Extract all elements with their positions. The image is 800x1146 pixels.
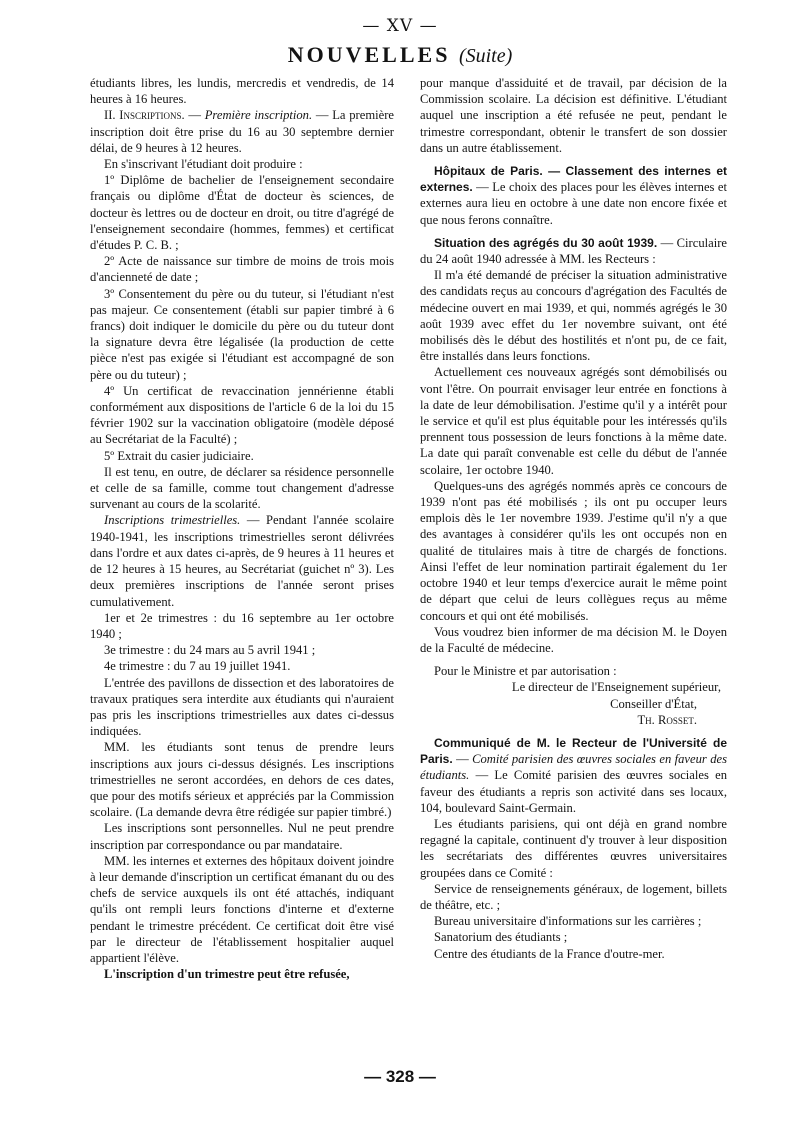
paragraph: Actuellement ces nouveaux agrégés sont démobilisés ou vont l'être. On pourrait envisager leur entrée en fonctions à la date de leur démobilisation. J'estime qu'il y a intérêt pour le service et qu'il est plus équitable pour les intéressés qu'ils prennent tous possession de leurs fonctions à la même date. La date qui paraît convenable est celle du début de l'année scolaire, 1er octobre 1940. [420,365,727,477]
dash: — [452,752,473,767]
list-item: 5º Extrait du casier judiciaire. [104,448,254,463]
paragraph-agreges [420,235,727,267]
paragraph: Vous voudrez bien informer de ma décision M. le Doyen de la Faculté de médecine. [420,624,727,655]
paragraph: Les inscriptions sont personnelles. Nul ne peut prendre inscription par correspondance ou par mandataire. [90,821,394,852]
dash: — [184,108,205,123]
paragraph: étudiants libres, les lundis, mercredis et vendredis, de 14 heures à 16 heures. [90,76,394,107]
paragraph: Il m'a été demandé de préciser la situation administrative des candidats reçus au concours d'agrégation des Facultés de médecine ouvert en mai 1939, et qui, nommés agrégés le 30 août 1939 avec effet du 1er novembre suivant, ont été mobilisés dès le début des hostilités et n'ont pu, de ce fait, être installés dans leurs fonctions. [420,268,727,364]
signature-line: Le directeur de l'Enseignement supérieur, [511,680,721,695]
paragraph-text: — Le Comité parisien des œuvres sociales en faveur des étudiants a repris son activité dans ses locaux, 104, boulevard Saint-Germain. [420,768,727,815]
paragraph: MM. les étudiants sont tenus de prendre leurs inscriptions aux jours ci-dessus désignés. Les inscriptions trimestrielles ne seront accordées, en dehors de ces dates, que pour des motifs sérieux et appréciés par la Commission scolaire. (La demande devra être rédigée sur papier timbré.) [90,740,394,820]
subheading: Inscriptions trimestrielles. [104,513,241,528]
paragraph-text: — Pendant l'année scolaire 1940-1941, les inscriptions trimestrielles seront délivrées dans l'ordre et aux dates ci-après, de 9 heures à 11 heures et de 12 heures à 15 heures, au Secrétariat (guichet nº 3). Les deux premières inscriptions de l'année seront prises cumulativement. [90,513,394,609]
list-item: Service de renseignements généraux, de logement, billets de théâtre, etc. ; [420,881,727,912]
page-title [0,42,800,68]
paragraph: En s'inscrivant l'étudiant doit produire : [104,157,303,172]
subheading: Comité parisien des œuvres sociales en faveur des étudiants. [420,752,727,783]
schedule-item: 1er et 2e trimestres : du 16 septembre au 1er octobre 1940 ; [90,610,394,641]
paragraph: Il est tenu, en outre, de déclarer sa résidence personnelle et celle de sa famille, comme tout changement d'adresse survenant au cours de la scolarité. [90,464,394,512]
list-item: 4º Un certificat de revaccination jennérienne établi conformément aux dispositions de l'article 6 de la loi du 15 février 1902 sur la vaccination obligatoire (modèle déposé au Secrétariat de la Faculté) ; [90,383,394,447]
paragraph-text: — Le choix des places pour les élèves internes et externes aura lieu en octobre à une date non encore fixée et que nous ferons connaître. [420,180,727,227]
section-heading: Situation des agrégés du 30 août 1939. [434,235,658,250]
schedule-item: 4e trimestre : du 7 au 19 juillet 1941. [104,659,291,674]
signature-name: Th. Rosset. [637,712,697,727]
list-item: Centre des étudiants de la France d'outre-mer. [434,946,665,961]
signature-line: Conseiller d'État, [610,696,697,711]
list-item: Bureau universitaire d'informations sur les carrières ; [434,914,702,929]
paragraph-text: — Circulaire du 24 août 1940 adressée à MM. les Recteurs : [420,235,727,267]
paragraph: Les étudiants parisiens, qui ont déjà en grand nombre regagné la capitale, continuent d'y trouver à leur disposition les secrétariats des différentes œuvres universitaires groupées dans ce Comité : [420,816,727,880]
paragraph: L'inscription d'un trimestre peut être refusée, [104,967,350,982]
subheading: Première inscription. [204,108,313,123]
paragraph: Quelques-uns des agrégés nommés après ce concours de 1939 n'ont pas été mobilisés ; ils ont pu occuper leurs emplois dès le 1er novembre 1939. J'estime qu'il n'y a que des avantages à considérer qu'ils les ont occupés non en qualité de titulaires mais à titre de chargés de fonctions. Ainsi l'effet de leur nomination partirait également du 1er octobre 1940 et leur temps d'exercice aurait le même point de départ que celui de leurs collègues reçus au même concours et qui ont été mobilisés. [420,478,727,623]
section-heading: Communiqué de M. le Recteur de l'Université de Paris. [420,735,727,767]
paragraph-trimestrielles [90,512,394,609]
paragraph-communique [420,735,727,816]
page-number: — 328 — [364,1067,436,1086]
paragraph-text: — La première inscription doit être prise du 16 au 30 septembre dernier délai, de 9 heures à 12 heures. [90,108,394,155]
title-main: NOUVELLES [287,42,451,67]
list-item: 3º Consentement du père ou du tuteur, si l'étudiant n'est pas majeur. Ce consentement (établi sur papier timbré à 6 francs) doit indiquer le domicile du père ou du tuteur dont la signature devra être légalisée (la production de cette pièce n'est pas exigée si l'étudiant est accompagné de son père ou du tuteur) ; [90,286,394,382]
section-heading: II. Inscriptions. [104,108,185,123]
paragraph-hopitaux [420,163,727,228]
paragraph: pour manque d'assiduité et de travail, par décision de la Commission scolaire. La décision est définitive. L'étudiant auquel une inscription a été refusée ne peut, pendant le trimestre correspondant, obtenir le transfert de son dossier dans un autre établissement. [420,76,727,155]
paragraph-inscriptions [90,107,394,156]
paragraph: MM. les internes et externes des hôpitaux doivent joindre à leur demande d'inscription un certificat émanant du ou des chefs de service auxquels ils ont été attachés, indiquant qu'ils ont rempli leurs fonctions d'interne et d'externe pendant le trimestre précédent. Ce certificat doit être visé par le directeur de l'établissement hospitalier auquel appartient l'élève. [90,853,394,965]
paragraph: Pour le Ministre et par autorisation : [434,664,617,679]
title-suffix: (Suite) [458,45,513,67]
section-heading: Hôpitaux de Paris. — Classement des internes et externes. [420,164,727,195]
schedule-item: 3e trimestre : du 24 mars au 5 avril 1941 ; [104,643,316,658]
list-item: 2º Acte de naissance sur timbre de moins de trois mois d'ancienneté de date ; [90,254,394,285]
roman-page-number: — XV — [362,16,438,36]
list-item: 1º Diplôme de bachelier de l'enseignement secondaire français ou diplôme d'État de docteur ès sciences, de docteur ès lettres ou de docteur en droit, ou titre d'agrégé de l'enseignement secondaire (hommes, femmes) et certificat d'études P. C. B. ; [90,173,394,253]
paragraph: L'entrée des pavillons de dissection et des laboratoires de travaux pratiques sera interdite aux étudiants qui n'auraient pas pris les inscriptions trimestrielles aux dates ci-dessus indiquées. [90,675,394,739]
right-column [420,75,727,1066]
left-column [90,75,394,1066]
list-item: Sanatorium des étudiants ; [434,930,568,945]
